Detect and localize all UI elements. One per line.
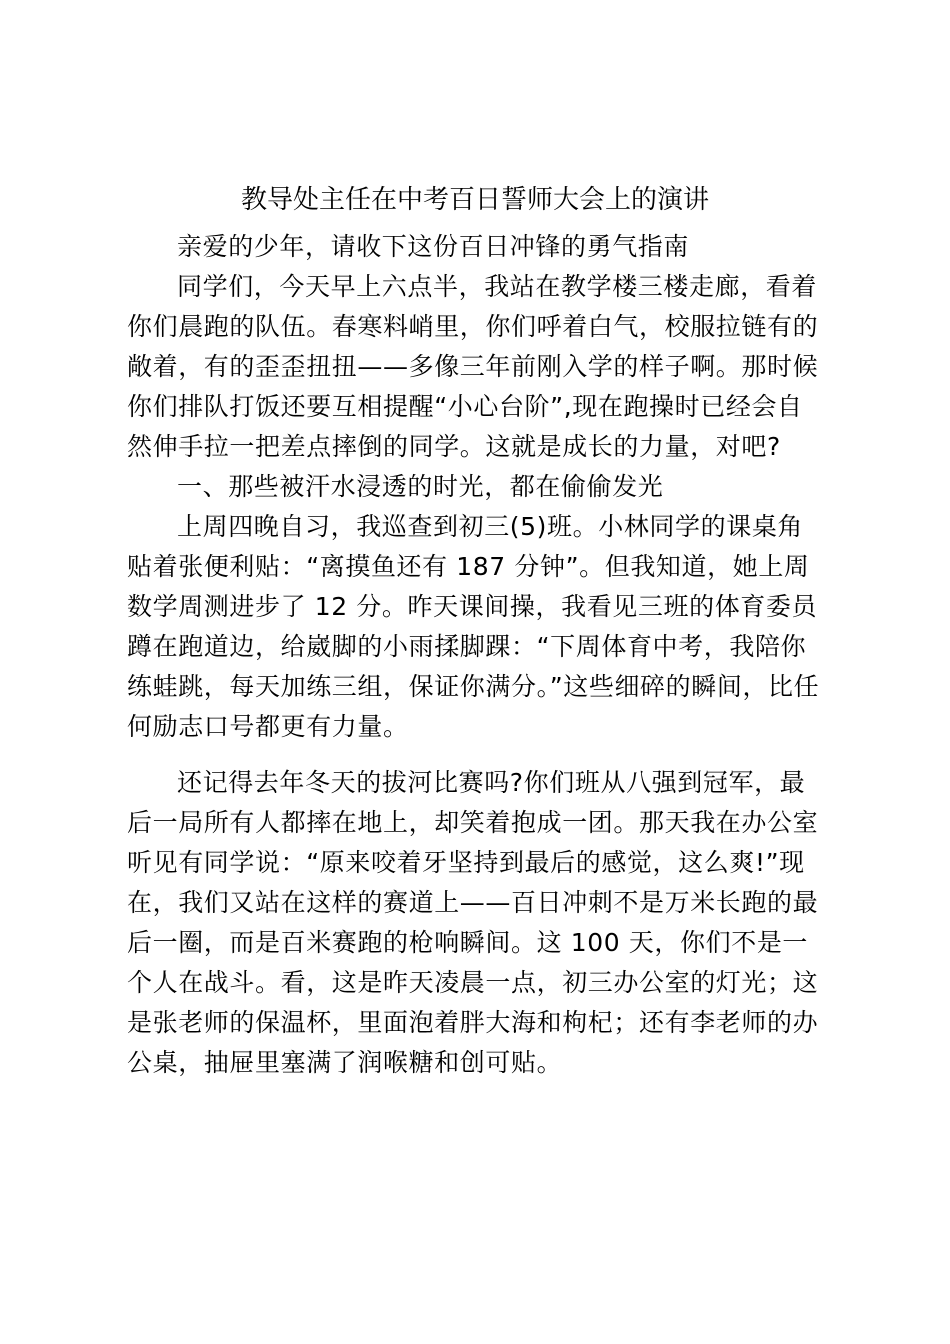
speech-subtitle: 亲爱的少年，请收下这份百日冲锋的勇气指南: [177, 232, 690, 261]
paragraph-tug-of-war: 还记得去年冬天的拔河比赛吗?你们班从八强到冠军，最后一局所有人都摔在地上，却笑着抱成一团。那天我在办公室听见有同学说：“原来咬着牙坚持到最后的感觉，这么爽!”现在，我们又站在这样的赛道上——百日冲刺不是万米长跑的最后一圈，而是百米赛跑的枪响瞬间。这 100 天，你们不是一个人在战斗。看，这是昨天凌晨一点，初三办公室的灯光；这是张老师的保温杯，里面泡着胖大海和枸杞；还有李老师的办公桌，抽屉里塞满了润喉糖和创可贴。: [127, 768, 819, 1077]
section-heading-1: 一、那些被汗水浸透的时光，都在偷偷发光: [177, 472, 664, 501]
document-title: 教导处主任在中考百日誓师大会上的演讲: [240, 185, 709, 215]
document-body: [127, 227, 827, 1083]
paragraph-evening-study: 上周四晚自习，我巡查到初三(5)班。小林同学的课桌角贴着张便利贴：“离摸鱼还有 187 分钟”。但我知道，她上周数学周测进步了 12 分。昨天课间操，我看见三班的体育委员蹲在跑道边，给崴脚的小雨揉脚踝：“下周体育中考，我陪你练蛙跳，每天加练三组，保证你满分。”这些细碎的瞬间，比任何励志口号都更有力量。: [127, 512, 820, 741]
paragraph-opening: 同学们，今天早上六点半，我站在教学楼三楼走廊，看着你们晨跑的队伍。春寒料峭里，你们呼着白气，校服拉链有的敞着，有的歪歪扭扭——多像三年前刚入学的样子啊。那时候你们排队打饭还要互相提醒“小心台阶”,现在跑操时已经会自然伸手拉一把差点摔倒的同学。这就是成长的力量，对吧?: [127, 272, 819, 461]
